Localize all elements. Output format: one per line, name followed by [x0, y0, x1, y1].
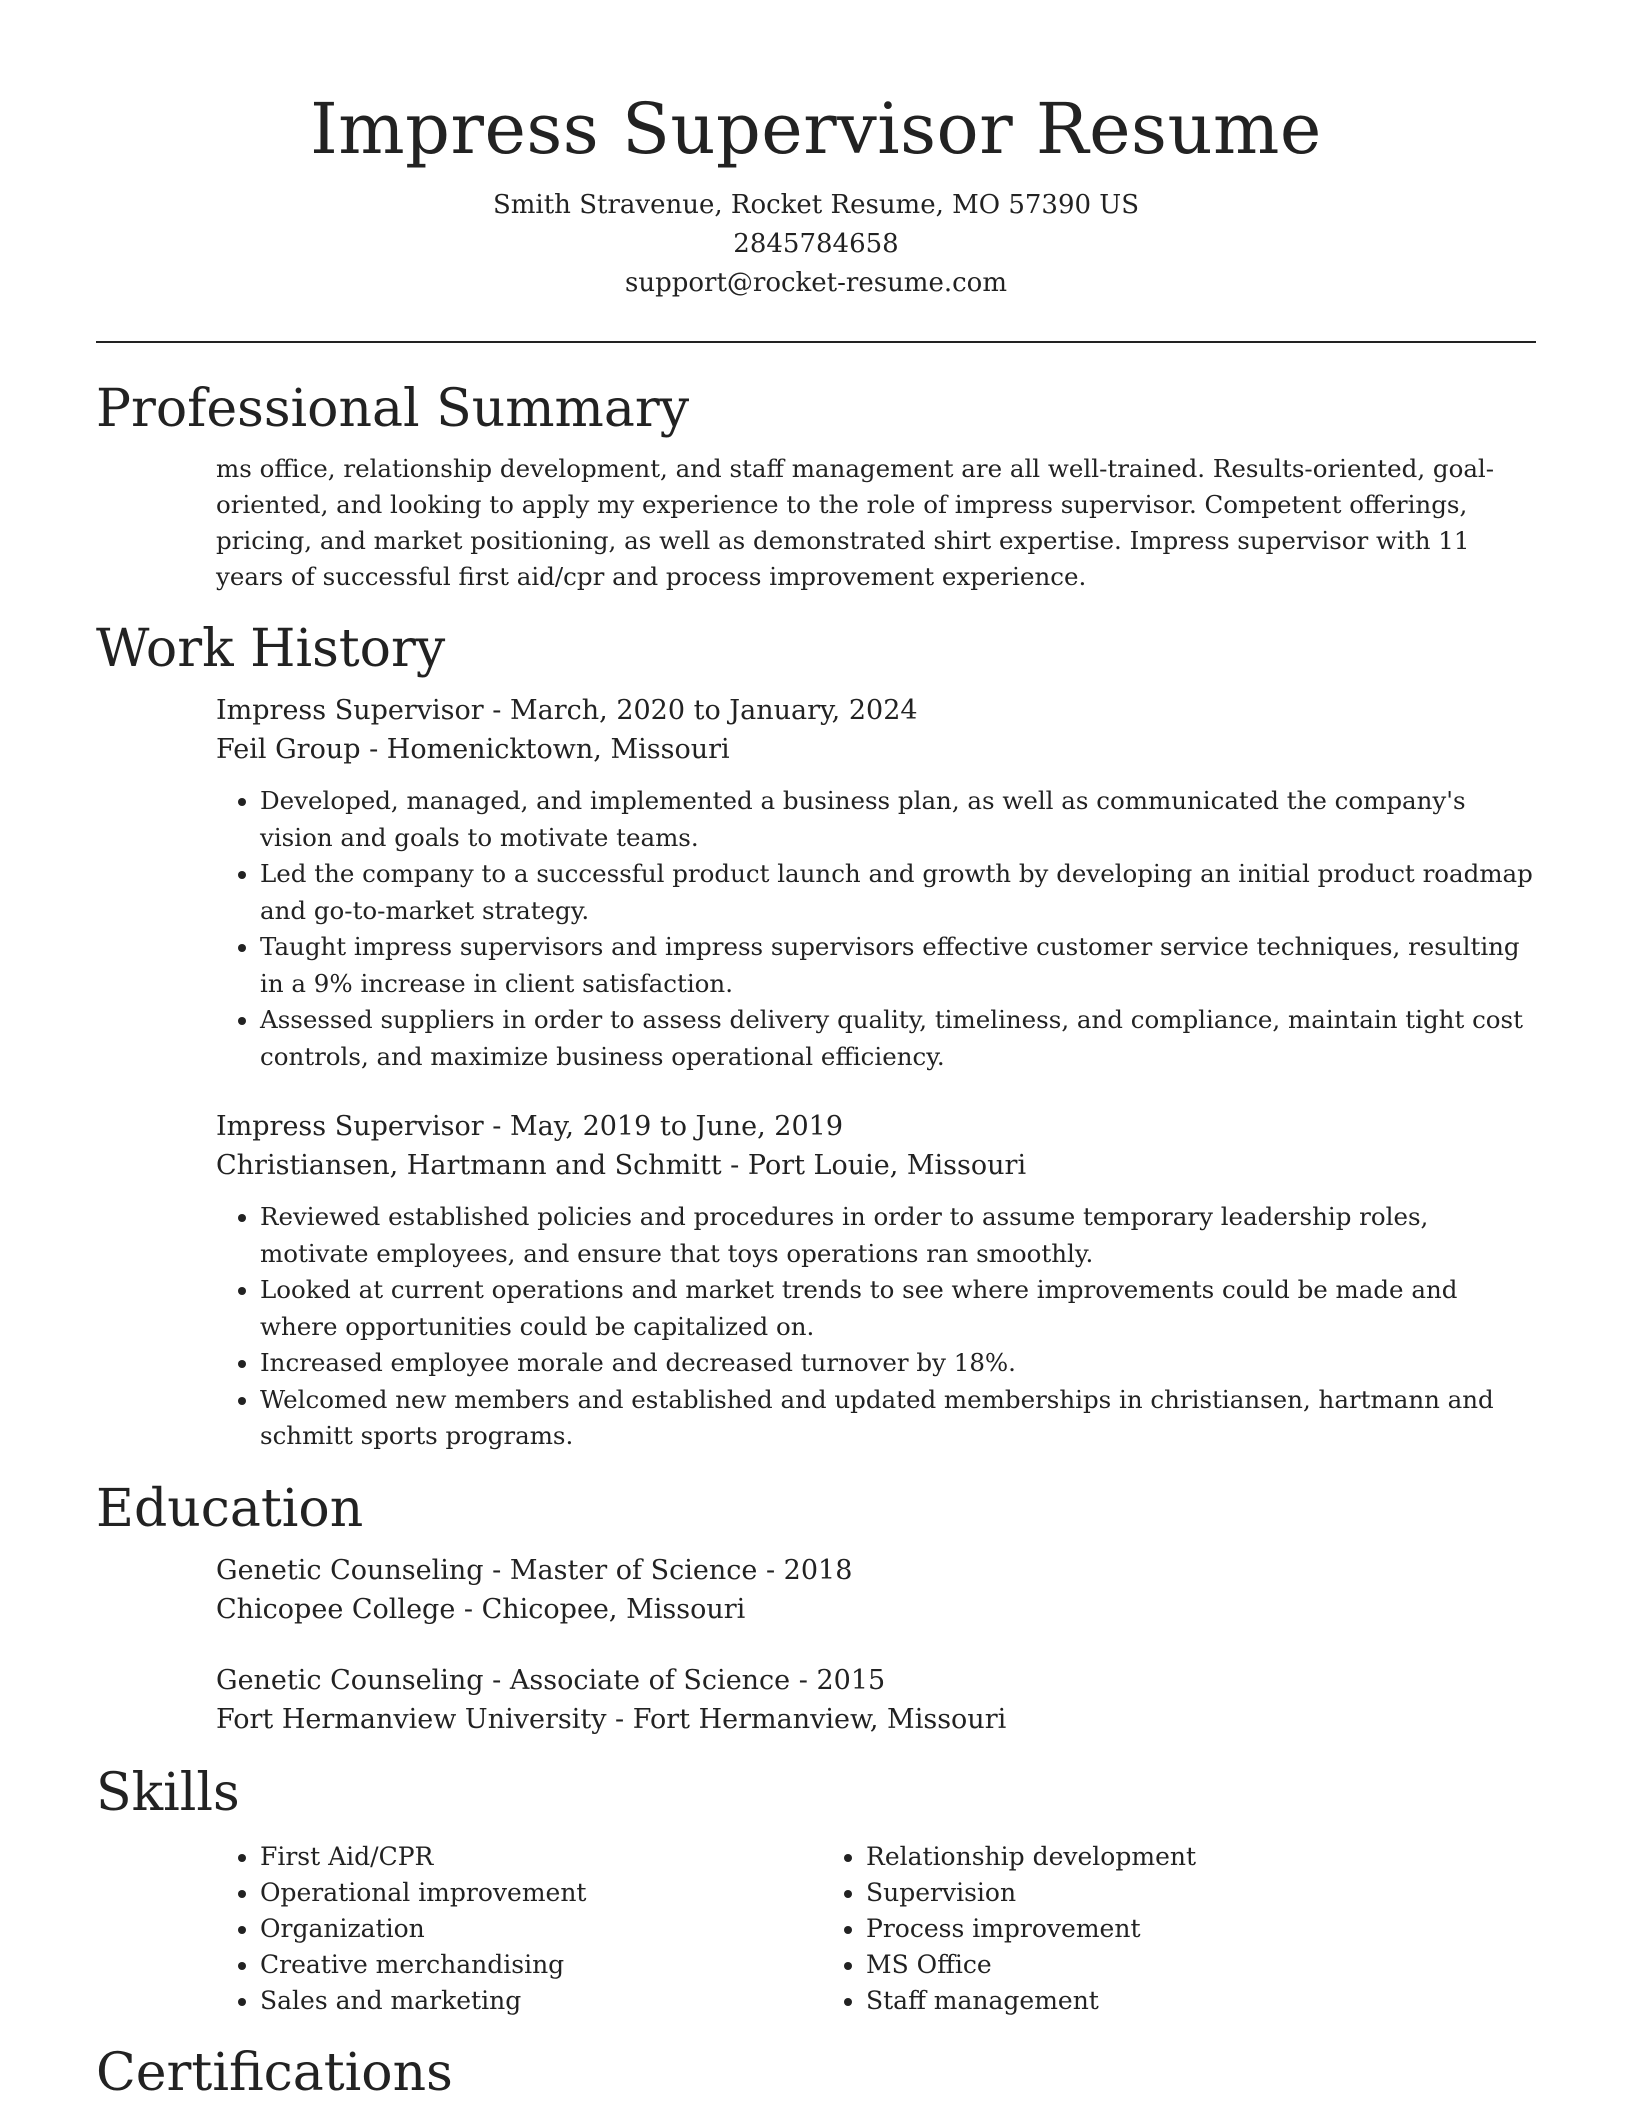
skill-item: • Relationship development: [866, 1839, 1472, 1875]
job-dates: March, 2020 to January, 2024: [510, 695, 918, 726]
skill-item: • Organization: [260, 1911, 822, 1947]
skill-item: • Process improvement: [866, 1911, 1472, 1947]
job-bullet: • Taught impress supervisors and impress supervisors effective customer service techniques, resulting in a 9% increase in client satisfaction.: [260, 929, 1536, 1002]
resume-page: [96, 0, 1536, 2105]
job-bullet: • Welcomed new members and established and updated memberships in christiansen, hartmann and schmitt sports programs.: [260, 1382, 1536, 1455]
job-bullet: • Looked at current operations and market trends to see where improvements could be made and where opportunities could be capitalized on.: [260, 1272, 1536, 1345]
education-degree-line: Genetic Counseling - Master of Science - 2018: [216, 1554, 853, 1586]
education-location: Fort Hermanview, Missouri: [632, 1703, 1007, 1735]
skills-section: [96, 1761, 1536, 2019]
skill-item: • Supervision: [866, 1875, 1472, 1911]
certifications-heading: Certifications: [96, 2042, 453, 2103]
header-divider: [96, 341, 1536, 343]
resume-header: [96, 0, 1536, 303]
education-degree: Associate of Science: [509, 1664, 791, 1696]
summary-text: ms office, relationship development, and staff management are all well-trained. Results-oriented, goal-oriented, and looking to apply my experience to the role of impress supervisor. Competent offerings, pricing, and market positioning, as well as demonstrated shirt expertise. Impress supervisor with 11 years of successful first aid/cpr and process improvement experience.: [216, 454, 1495, 591]
contact-email: support@rocket-resume.com: [624, 268, 1007, 298]
job-bullets: [216, 1199, 1536, 1455]
job-title: Impress Supervisor: [216, 695, 484, 726]
education-heading: Education: [96, 1478, 364, 1539]
skill-item: • Staff management: [866, 1983, 1472, 2019]
job-title-line: Impress Supervisor - May, 2019 to June, 2019: [216, 1111, 844, 1142]
summary-section: [96, 377, 1536, 595]
summary-heading: Professional Summary: [96, 379, 690, 439]
job-location: Homenicktown, Missouri: [386, 734, 730, 765]
education-school-line: Chicopee College - Chicopee, Missouri: [216, 1593, 746, 1625]
education-year: 2015: [816, 1664, 886, 1696]
skill-item: • Sales and marketing: [260, 1983, 822, 2019]
education-entry: [216, 1551, 1536, 1629]
skill-item: • First Aid/CPR: [260, 1839, 822, 1875]
contact-block: [96, 186, 1536, 303]
job-bullet: • Assessed suppliers in order to assess delivery quality, timeliness, and compliance, maintain tight cost controls, and maximize business operational efficiency.: [260, 1002, 1536, 1075]
skills-heading: Skills: [96, 1762, 240, 1823]
job-company: Christiansen, Hartmann and Schmitt: [216, 1150, 722, 1181]
education-field: Genetic Counseling: [216, 1664, 484, 1696]
job-bullets: [216, 783, 1536, 1075]
certifications-section: [96, 2041, 1536, 2105]
education-location: Chicopee, Missouri: [481, 1593, 746, 1625]
skills-column-right: [822, 1839, 1472, 2019]
education-entry: [216, 1661, 1536, 1739]
education-school: Fort Hermanview University: [216, 1703, 607, 1735]
job-bullet: • Developed, managed, and implemented a business plan, as well as communicated the company's vision and goals to motivate teams.: [260, 783, 1536, 856]
job-location: Port Louie, Missouri: [747, 1150, 1027, 1181]
job-bullet: • Increased employee morale and decreased turnover by 18%.: [260, 1345, 1536, 1382]
job-title: Impress Supervisor: [216, 1111, 484, 1142]
education-degree: Master of Science: [509, 1554, 758, 1586]
education-school: Chicopee College: [216, 1593, 456, 1625]
skill-item: • Operational improvement: [260, 1875, 822, 1911]
skills-grid: [216, 1839, 1536, 2019]
education-section: [96, 1477, 1536, 1739]
job-company: Feil Group: [216, 734, 361, 765]
job-entry: [216, 1107, 1536, 1455]
job-bullet: • Reviewed established policies and procedures in order to assume temporary leadership roles, motivate employees, and ensure that toys operations ran smoothly.: [260, 1199, 1536, 1272]
education-year: 2018: [783, 1554, 853, 1586]
contact-address: Smith Stravenue, Rocket Resume, MO 57390 US: [492, 190, 1140, 220]
skill-item: • Creative merchandising: [260, 1947, 822, 1983]
job-company-line: Feil Group - Homenicktown, Missouri: [216, 734, 730, 765]
education-degree-line: Genetic Counseling - Associate of Science - 2015: [216, 1664, 886, 1696]
job-bullet: • Led the company to a successful product launch and growth by developing an initial product roadmap and go-to-market strategy.: [260, 856, 1536, 929]
work-history-section: [96, 617, 1536, 1455]
skill-item: • MS Office: [866, 1947, 1472, 1983]
job-company-line: Christiansen, Hartmann and Schmitt - Port Louie, Missouri: [216, 1150, 1027, 1181]
education-field: Genetic Counseling: [216, 1554, 484, 1586]
job-dates: May, 2019 to June, 2019: [510, 1111, 844, 1142]
work-history-heading: Work History: [96, 619, 446, 679]
skills-column-left: [216, 1839, 822, 2019]
contact-phone: 2845784658: [733, 229, 899, 259]
resume-title: Impress Supervisor Resume: [310, 88, 1322, 170]
job-title-line: Impress Supervisor - March, 2020 to January, 2024: [216, 695, 918, 726]
job-entry: [216, 691, 1536, 1075]
education-school-line: Fort Hermanview University - Fort Hermanview, Missouri: [216, 1703, 1007, 1735]
